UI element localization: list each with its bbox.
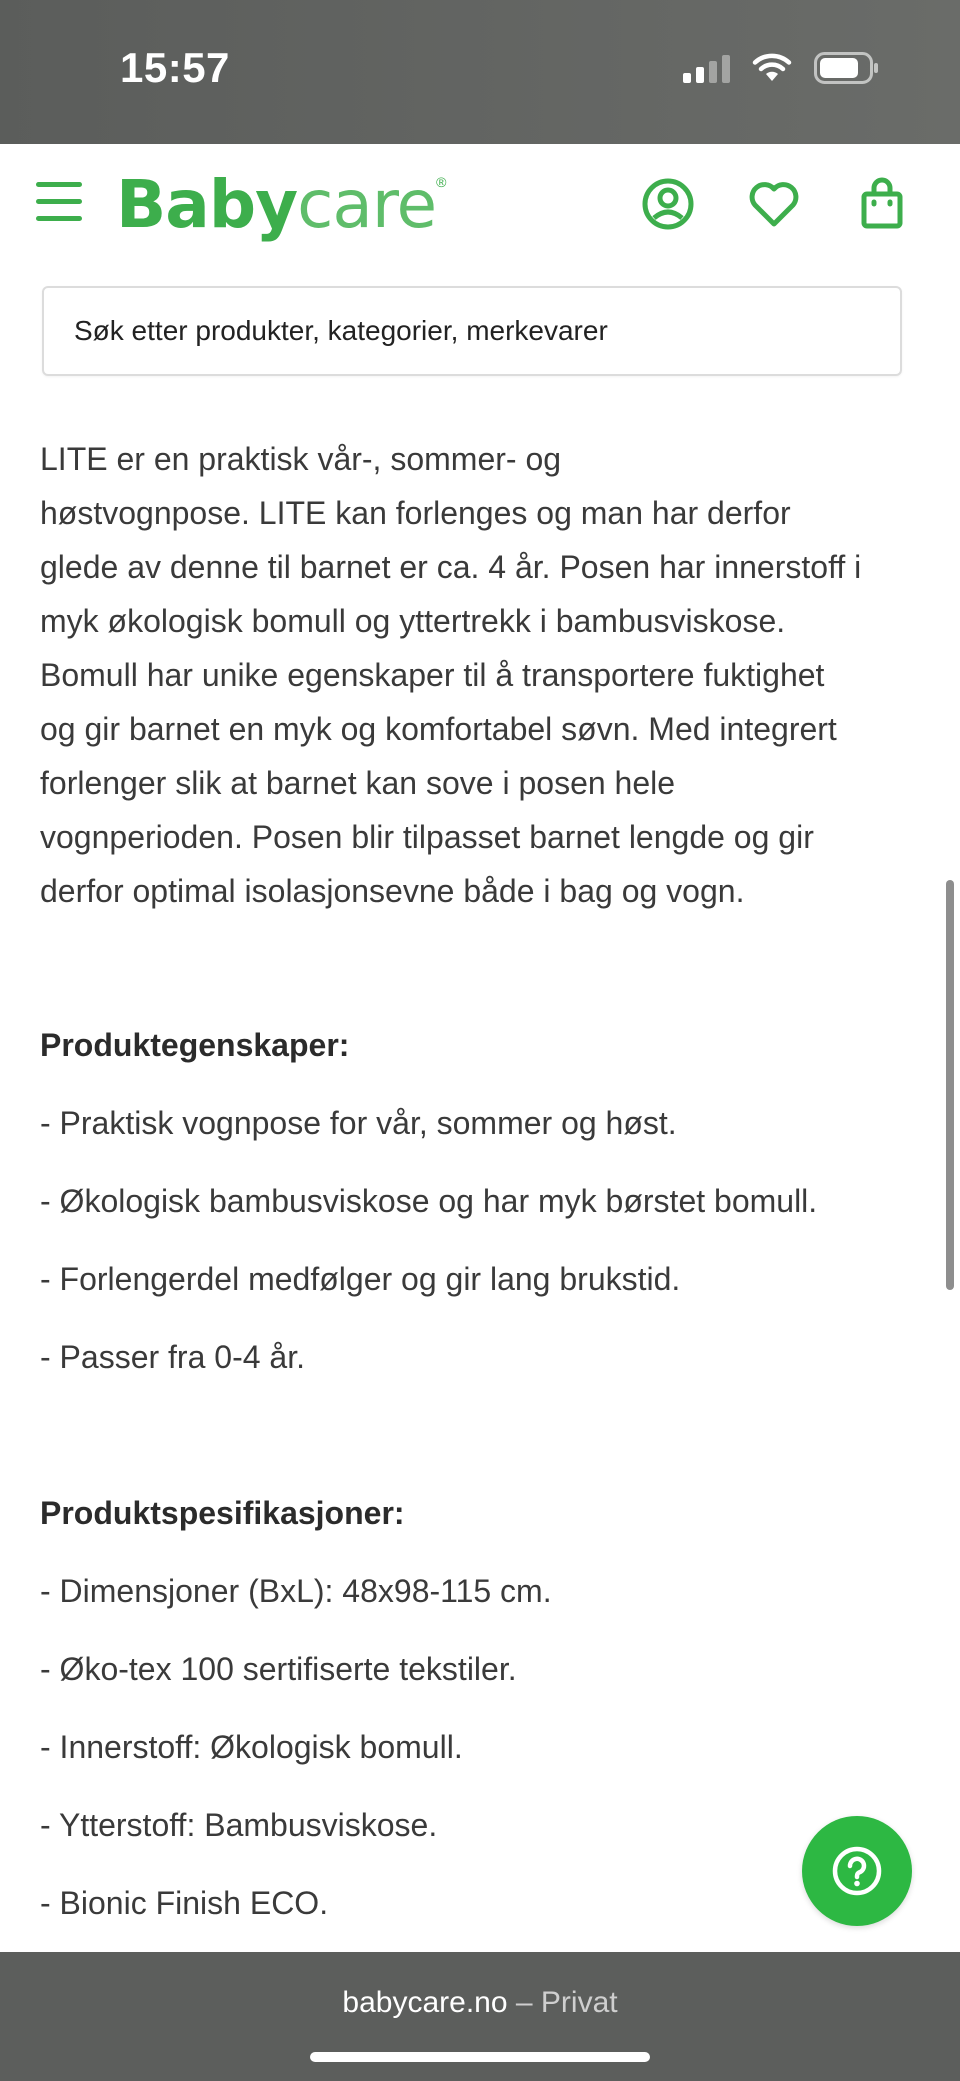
- feature-item: - Praktisk vognpose for vår, sommer og høst.: [40, 1105, 677, 1141]
- search-input[interactable]: [44, 288, 900, 374]
- logo-light: care: [297, 166, 437, 243]
- specs-title: Produktspesifikasjoner:: [40, 1495, 405, 1531]
- description-line: forlenger slik at barnet kan sove i posen hele: [40, 765, 676, 801]
- description-line: Bomull har unike egenskaper til å transportere fuktighet: [40, 657, 825, 693]
- home-indicator[interactable]: [310, 2052, 650, 2062]
- search-box[interactable]: [42, 286, 902, 376]
- battery-icon: [814, 52, 880, 84]
- site-header: [0, 144, 960, 264]
- product-description: [40, 432, 920, 1921]
- browser-bottom-bar: [0, 1952, 960, 2081]
- spec-item: - Øko-tex 100 sertifiserte tekstiler.: [40, 1651, 517, 1687]
- signal-icon: [683, 53, 730, 83]
- url-separator: –: [515, 1986, 533, 2019]
- features-title: Produktegenskaper:: [40, 1027, 350, 1063]
- url-domain: babycare.no: [342, 1986, 508, 2019]
- logo-bold: Baby: [116, 166, 298, 243]
- description-line: myk økologisk bomull og yttertrekk i bambusviskose.: [40, 603, 786, 639]
- heart-icon[interactable]: [746, 176, 802, 232]
- scrollbar[interactable]: [946, 880, 954, 1290]
- description-line: derfor optimal isolasjonsevne både i bag og vogn.: [40, 873, 745, 909]
- description-line: høstvognpose. LITE kan forlenges og man har derfor: [40, 495, 791, 531]
- menu-icon[interactable]: [36, 182, 82, 222]
- private-mode-label: Privat: [540, 1986, 618, 2019]
- bag-icon[interactable]: [854, 176, 910, 232]
- status-time: 15:57: [120, 44, 230, 91]
- spec-item: - Dimensjoner (BxL): 48x98-115 cm.: [40, 1573, 552, 1609]
- wifi-icon: [752, 53, 792, 83]
- help-button[interactable]: [802, 1816, 912, 1926]
- logo[interactable]: [116, 166, 445, 243]
- feature-item: - Passer fra 0-4 år.: [40, 1339, 305, 1375]
- description-line: vognperioden. Posen blir tilpasset barnet lengde og gir: [40, 819, 814, 855]
- status-icons: [683, 52, 880, 84]
- description-line: og gir barnet en myk og komfortabel søvn. Med integrert: [40, 711, 837, 747]
- description-text: [40, 432, 920, 918]
- description-line: LITE er en praktisk vår-, sommer- og: [40, 441, 562, 477]
- spec-item: - Innerstoff: Økologisk bomull.: [40, 1729, 463, 1765]
- spec-item: - Ytterstoff: Bambusviskose.: [40, 1807, 438, 1843]
- spec-item: - Bionic Finish ECO.: [40, 1885, 329, 1921]
- status-bar: [0, 0, 960, 144]
- account-icon[interactable]: [640, 176, 696, 232]
- logo-mark: ®: [436, 174, 446, 190]
- feature-item: - Forlengerdel medfølger og gir lang brukstid.: [40, 1261, 681, 1297]
- feature-item: - Økologisk bambusviskose og har myk børstet bomull.: [40, 1183, 818, 1219]
- address-bar[interactable]: [0, 1986, 960, 2020]
- description-line: glede av denne til barnet er ca. 4 år. Posen har innerstoff i: [40, 549, 862, 585]
- help-icon: [831, 1845, 883, 1897]
